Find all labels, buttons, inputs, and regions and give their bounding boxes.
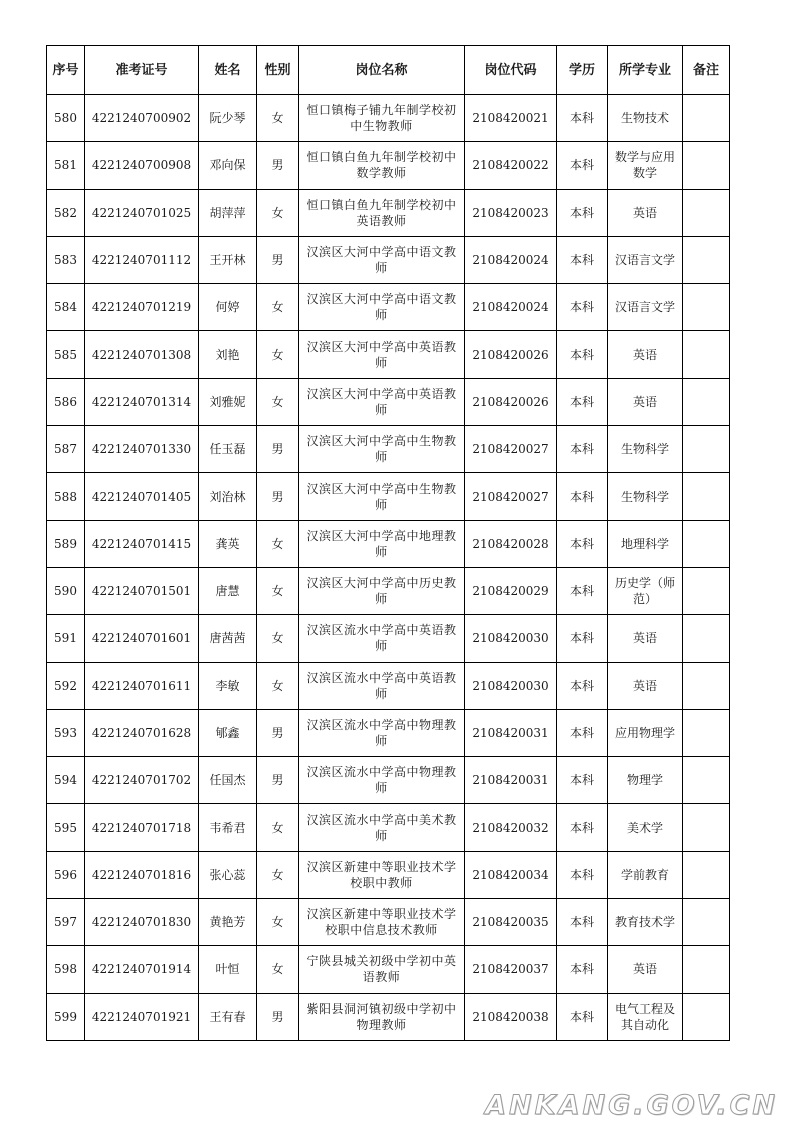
cell-exam-id: 4221240701415	[85, 520, 199, 567]
cell-name: 唐茜茜	[199, 615, 257, 662]
header-exam-id: 准考证号	[85, 46, 199, 95]
cell-post-code: 2108420023	[465, 189, 557, 236]
cell-post-name: 汉滨区大河中学高中历史教师	[299, 567, 465, 614]
cell-education: 本科	[557, 473, 608, 520]
cell-post-name: 汉滨区大河中学高中英语教师	[299, 378, 465, 425]
cell-name: 刘治林	[199, 473, 257, 520]
cell-remarks	[683, 567, 730, 614]
cell-major: 物理学	[608, 757, 683, 804]
cell-post-code: 2108420026	[465, 378, 557, 425]
cell-post-code: 2108420035	[465, 899, 557, 946]
cell-education: 本科	[557, 378, 608, 425]
table-row	[47, 284, 730, 331]
cell-post-code: 2108420031	[465, 757, 557, 804]
cell-gender: 女	[257, 189, 299, 236]
cell-index: 589	[47, 520, 85, 567]
cell-post-name: 汉滨区大河中学高中英语教师	[299, 331, 465, 378]
header-row	[47, 46, 730, 95]
cell-index: 594	[47, 757, 85, 804]
table-row	[47, 236, 730, 283]
cell-name: 胡萍萍	[199, 189, 257, 236]
cell-major: 教育技术学	[608, 899, 683, 946]
cell-major: 英语	[608, 331, 683, 378]
cell-gender: 男	[257, 757, 299, 804]
cell-education: 本科	[557, 95, 608, 142]
cell-gender: 男	[257, 709, 299, 756]
cell-gender: 女	[257, 662, 299, 709]
cell-index: 581	[47, 142, 85, 189]
cell-remarks	[683, 709, 730, 756]
site-watermark: ANKANG.GOV.CN	[485, 1090, 778, 1121]
cell-name: 叶恒	[199, 946, 257, 993]
cell-post-name: 汉滨区流水中学高中英语教师	[299, 662, 465, 709]
cell-remarks	[683, 236, 730, 283]
cell-name: 刘艳	[199, 331, 257, 378]
cell-post-name: 汉滨区大河中学高中地理教师	[299, 520, 465, 567]
cell-index: 586	[47, 378, 85, 425]
table-row	[47, 757, 730, 804]
cell-post-code: 2108420026	[465, 331, 557, 378]
header-post-name: 岗位名称	[299, 46, 465, 95]
cell-education: 本科	[557, 236, 608, 283]
cell-remarks	[683, 284, 730, 331]
cell-post-code: 2108420030	[465, 615, 557, 662]
cell-remarks	[683, 331, 730, 378]
header-gender: 性别	[257, 46, 299, 95]
header-remarks: 备注	[683, 46, 730, 95]
cell-name: 任玉磊	[199, 426, 257, 473]
cell-education: 本科	[557, 946, 608, 993]
cell-major: 汉语言文学	[608, 236, 683, 283]
table-row	[47, 142, 730, 189]
cell-education: 本科	[557, 709, 608, 756]
cell-remarks	[683, 189, 730, 236]
cell-exam-id: 4221240701314	[85, 378, 199, 425]
cell-gender: 女	[257, 95, 299, 142]
cell-major: 英语	[608, 946, 683, 993]
header-index: 序号	[47, 46, 85, 95]
cell-gender: 男	[257, 473, 299, 520]
cell-education: 本科	[557, 142, 608, 189]
cell-major: 数学与应用数学	[608, 142, 683, 189]
cell-post-name: 汉滨区流水中学高中美术教师	[299, 804, 465, 851]
cell-exam-id: 4221240701601	[85, 615, 199, 662]
cell-major: 美术学	[608, 804, 683, 851]
cell-index: 588	[47, 473, 85, 520]
cell-remarks	[683, 946, 730, 993]
cell-gender: 女	[257, 615, 299, 662]
cell-index: 598	[47, 946, 85, 993]
cell-gender: 女	[257, 378, 299, 425]
cell-index: 597	[47, 899, 85, 946]
cell-major: 生物科学	[608, 473, 683, 520]
cell-index: 590	[47, 567, 85, 614]
cell-post-name: 紫阳县洞河镇初级中学初中物理教师	[299, 993, 465, 1040]
cell-remarks	[683, 520, 730, 567]
table-row	[47, 567, 730, 614]
cell-gender: 女	[257, 899, 299, 946]
cell-remarks	[683, 851, 730, 898]
cell-gender: 男	[257, 993, 299, 1040]
cell-exam-id: 4221240701914	[85, 946, 199, 993]
cell-remarks	[683, 378, 730, 425]
cell-exam-id: 4221240701611	[85, 662, 199, 709]
table-row	[47, 95, 730, 142]
table-row	[47, 426, 730, 473]
table-row	[47, 946, 730, 993]
cell-exam-id: 4221240701501	[85, 567, 199, 614]
cell-post-code: 2108420022	[465, 142, 557, 189]
cell-post-code: 2108420024	[465, 236, 557, 283]
cell-gender: 女	[257, 851, 299, 898]
cell-education: 本科	[557, 189, 608, 236]
cell-post-code: 2108420031	[465, 709, 557, 756]
cell-name: 何婷	[199, 284, 257, 331]
cell-index: 592	[47, 662, 85, 709]
cell-post-code: 2108420034	[465, 851, 557, 898]
cell-exam-id: 4221240701308	[85, 331, 199, 378]
cell-index: 585	[47, 331, 85, 378]
cell-name: 郇鑫	[199, 709, 257, 756]
cell-major: 地理科学	[608, 520, 683, 567]
cell-gender: 女	[257, 567, 299, 614]
cell-post-name: 汉滨区大河中学高中语文教师	[299, 284, 465, 331]
cell-education: 本科	[557, 993, 608, 1040]
cell-post-name: 汉滨区大河中学高中生物教师	[299, 426, 465, 473]
cell-exam-id: 4221240700902	[85, 95, 199, 142]
table-row	[47, 473, 730, 520]
cell-education: 本科	[557, 757, 608, 804]
table-body	[47, 95, 730, 1041]
cell-name: 李敏	[199, 662, 257, 709]
cell-exam-id: 4221240701330	[85, 426, 199, 473]
table-row	[47, 331, 730, 378]
table-row	[47, 615, 730, 662]
cell-post-name: 恒口镇白鱼九年制学校初中英语教师	[299, 189, 465, 236]
cell-post-code: 2108420038	[465, 993, 557, 1040]
header-major: 所学专业	[608, 46, 683, 95]
cell-exam-id: 4221240701816	[85, 851, 199, 898]
cell-exam-id: 4221240701702	[85, 757, 199, 804]
table-row	[47, 662, 730, 709]
cell-name: 张心蕊	[199, 851, 257, 898]
cell-remarks	[683, 899, 730, 946]
cell-major: 英语	[608, 189, 683, 236]
cell-education: 本科	[557, 804, 608, 851]
header-name: 姓名	[199, 46, 257, 95]
cell-exam-id: 4221240701830	[85, 899, 199, 946]
cell-name: 刘雅妮	[199, 378, 257, 425]
cell-post-name: 恒口镇白鱼九年制学校初中数学教师	[299, 142, 465, 189]
cell-gender: 女	[257, 804, 299, 851]
table-row	[47, 993, 730, 1040]
table-row	[47, 851, 730, 898]
cell-post-code: 2108420030	[465, 662, 557, 709]
cell-remarks	[683, 993, 730, 1040]
cell-post-code: 2108420029	[465, 567, 557, 614]
cell-education: 本科	[557, 899, 608, 946]
cell-remarks	[683, 426, 730, 473]
header-post-code: 岗位代码	[465, 46, 557, 95]
table-row	[47, 189, 730, 236]
cell-exam-id: 4221240701112	[85, 236, 199, 283]
cell-remarks	[683, 473, 730, 520]
cell-remarks	[683, 142, 730, 189]
cell-gender: 男	[257, 142, 299, 189]
cell-name: 任国杰	[199, 757, 257, 804]
cell-gender: 男	[257, 426, 299, 473]
cell-exam-id: 4221240701718	[85, 804, 199, 851]
cell-education: 本科	[557, 615, 608, 662]
table-row	[47, 804, 730, 851]
cell-post-name: 汉滨区新建中等职业技术学校职中教师	[299, 851, 465, 898]
cell-gender: 女	[257, 331, 299, 378]
cell-name: 王开林	[199, 236, 257, 283]
cell-gender: 女	[257, 946, 299, 993]
cell-post-code: 2108420032	[465, 804, 557, 851]
cell-post-name: 宁陕县城关初级中学初中英语教师	[299, 946, 465, 993]
cell-education: 本科	[557, 662, 608, 709]
cell-remarks	[683, 804, 730, 851]
cell-name: 黄艳芳	[199, 899, 257, 946]
cell-major: 汉语言文学	[608, 284, 683, 331]
cell-gender: 男	[257, 236, 299, 283]
cell-education: 本科	[557, 567, 608, 614]
cell-index: 593	[47, 709, 85, 756]
cell-exam-id: 4221240701219	[85, 284, 199, 331]
cell-education: 本科	[557, 284, 608, 331]
cell-name: 阮少琴	[199, 95, 257, 142]
cell-gender: 女	[257, 284, 299, 331]
table-row	[47, 378, 730, 425]
cell-index: 599	[47, 993, 85, 1040]
cell-major: 电气工程及其自动化	[608, 993, 683, 1040]
cell-major: 英语	[608, 662, 683, 709]
cell-major: 学前教育	[608, 851, 683, 898]
cell-post-code: 2108420027	[465, 426, 557, 473]
cell-post-name: 汉滨区流水中学高中英语教师	[299, 615, 465, 662]
candidate-table	[46, 45, 730, 1041]
cell-post-name: 汉滨区流水中学高中物理教师	[299, 757, 465, 804]
cell-post-name: 汉滨区大河中学高中语文教师	[299, 236, 465, 283]
cell-index: 580	[47, 95, 85, 142]
cell-remarks	[683, 95, 730, 142]
cell-remarks	[683, 662, 730, 709]
cell-remarks	[683, 757, 730, 804]
cell-exam-id: 4221240701628	[85, 709, 199, 756]
cell-index: 583	[47, 236, 85, 283]
cell-post-code: 2108420037	[465, 946, 557, 993]
cell-education: 本科	[557, 331, 608, 378]
cell-major: 英语	[608, 378, 683, 425]
cell-exam-id: 4221240701025	[85, 189, 199, 236]
cell-post-code: 2108420027	[465, 473, 557, 520]
header-education: 学历	[557, 46, 608, 95]
cell-post-code: 2108420024	[465, 284, 557, 331]
cell-post-code: 2108420021	[465, 95, 557, 142]
cell-post-name: 汉滨区新建中等职业技术学校职中信息技术教师	[299, 899, 465, 946]
cell-remarks	[683, 615, 730, 662]
cell-post-name: 汉滨区流水中学高中物理教师	[299, 709, 465, 756]
cell-index: 591	[47, 615, 85, 662]
cell-index: 596	[47, 851, 85, 898]
cell-post-name: 汉滨区大河中学高中生物教师	[299, 473, 465, 520]
cell-education: 本科	[557, 520, 608, 567]
cell-index: 595	[47, 804, 85, 851]
cell-index: 587	[47, 426, 85, 473]
cell-gender: 女	[257, 520, 299, 567]
table-row	[47, 709, 730, 756]
cell-name: 邓向保	[199, 142, 257, 189]
cell-education: 本科	[557, 426, 608, 473]
cell-name: 唐慧	[199, 567, 257, 614]
table-row	[47, 520, 730, 567]
cell-exam-id: 4221240701921	[85, 993, 199, 1040]
cell-index: 584	[47, 284, 85, 331]
cell-major: 应用物理学	[608, 709, 683, 756]
cell-name: 龚英	[199, 520, 257, 567]
cell-name: 韦希君	[199, 804, 257, 851]
cell-post-name: 恒口镇梅子铺九年制学校初中生物教师	[299, 95, 465, 142]
cell-exam-id: 4221240701405	[85, 473, 199, 520]
cell-major: 英语	[608, 615, 683, 662]
table-row	[47, 899, 730, 946]
cell-major: 历史学（师范）	[608, 567, 683, 614]
cell-index: 582	[47, 189, 85, 236]
cell-exam-id: 4221240700908	[85, 142, 199, 189]
cell-major: 生物技术	[608, 95, 683, 142]
cell-post-code: 2108420028	[465, 520, 557, 567]
cell-name: 王有春	[199, 993, 257, 1040]
cell-major: 生物科学	[608, 426, 683, 473]
cell-education: 本科	[557, 851, 608, 898]
